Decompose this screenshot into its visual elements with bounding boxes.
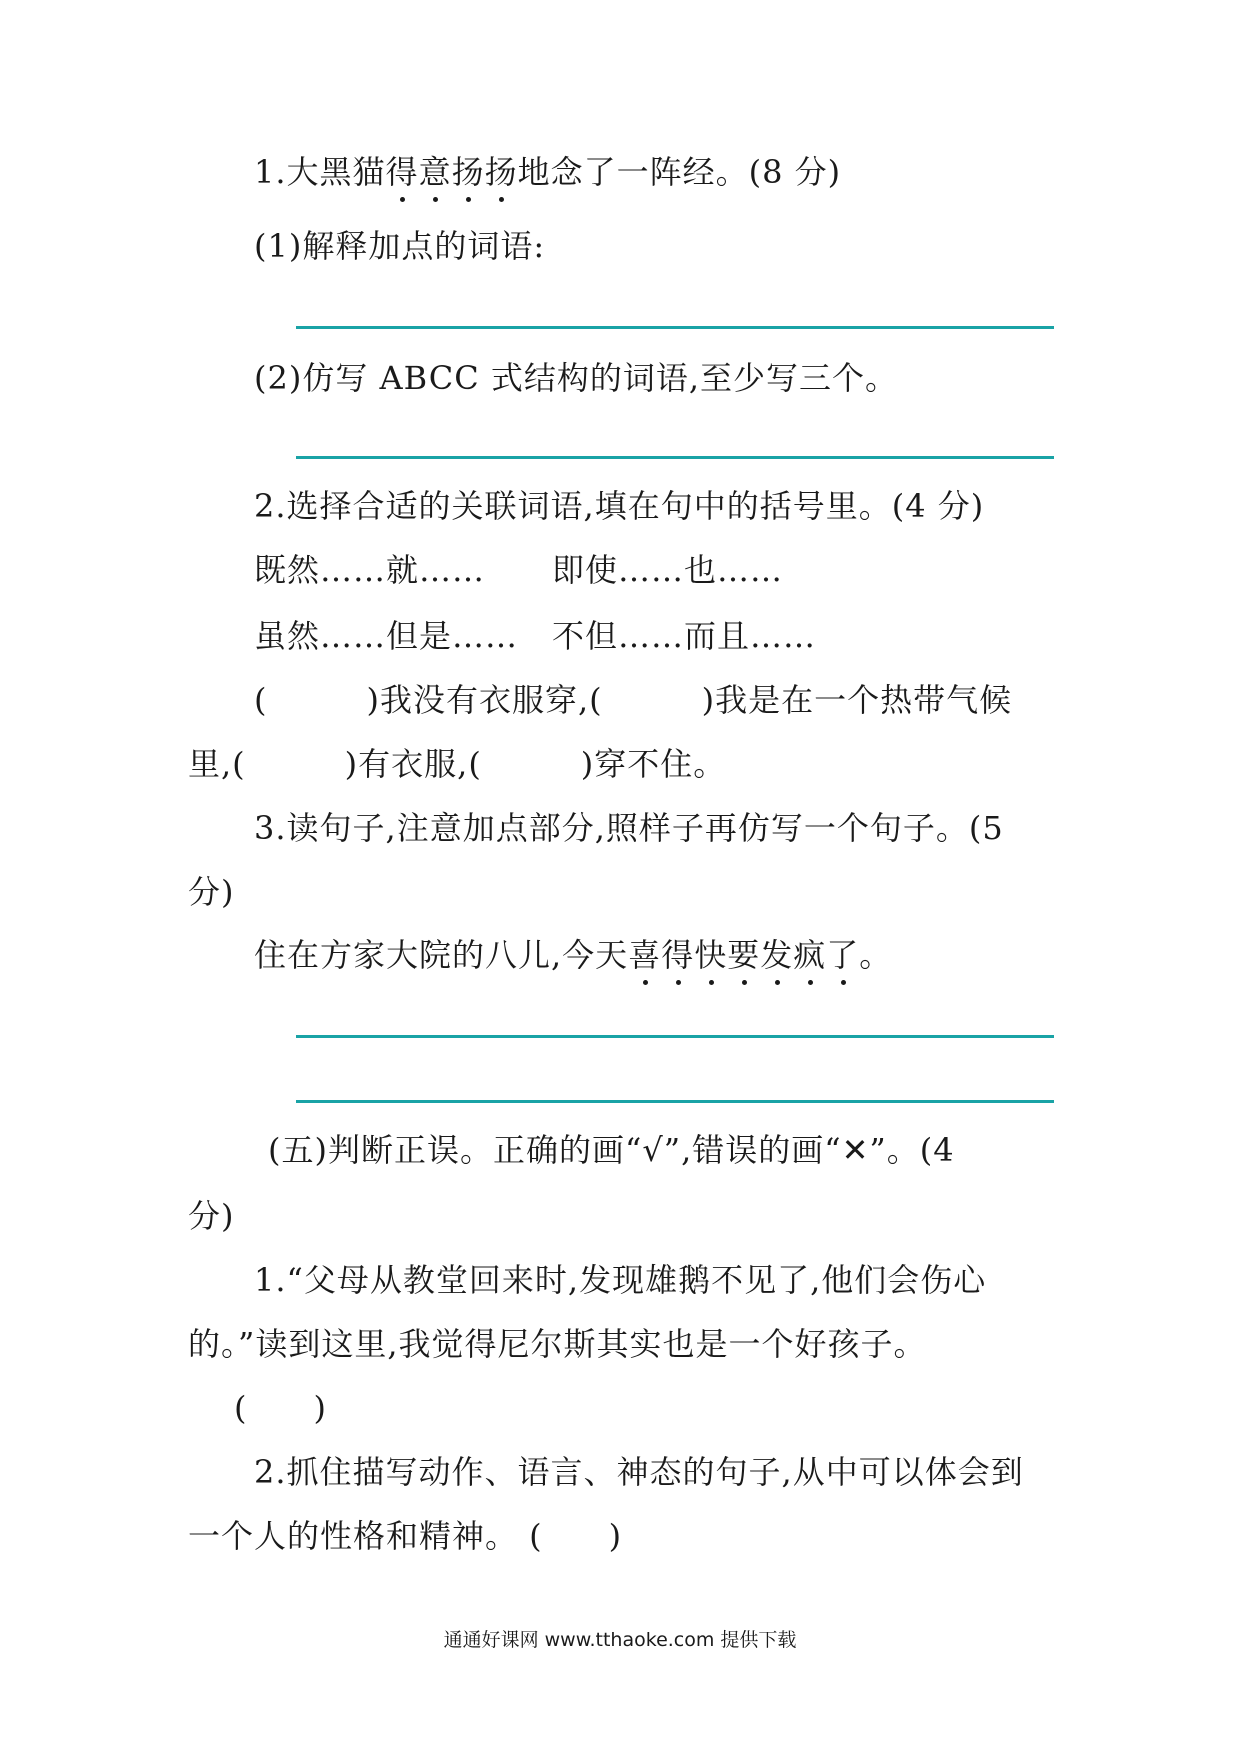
- dotted-char: 了: [826, 936, 860, 974]
- conjunction-option: 既然……就……: [254, 551, 486, 589]
- answer-line[interactable]: [296, 456, 1054, 459]
- q2-sentence-line1: ( )我没有衣服穿,( )我是在一个热带气候: [254, 681, 1013, 719]
- conjunction-option: 不但……而且……: [552, 617, 817, 655]
- q2-sentence-line2: 里,( )有衣服,( )穿不住。: [188, 745, 727, 783]
- s5-item2-line2: 一个人的性格和精神。 ( ): [188, 1517, 623, 1555]
- s5-item1-line2: 的。”读到这里,我觉得尼尔斯其实也是一个好孩子。: [188, 1325, 927, 1363]
- q3-title-line2: 分): [188, 873, 235, 911]
- q2-title: 2.选择合适的关联词语,填在句中的括号里。(4 分): [254, 487, 985, 525]
- dotted-char: 要: [727, 936, 761, 974]
- answer-line[interactable]: [296, 326, 1054, 329]
- s5-item1-line1: 1.“父母从教堂回来时,发现雄鹅不见了,他们会伤心: [254, 1261, 987, 1299]
- footer-text: 通通好课网 www.tthaoke.com 提供下载: [443, 1629, 797, 1651]
- section5-title-line2: 分): [188, 1197, 235, 1235]
- q1-sub2: (2)仿写 ABCC 式结构的词语,至少写三个。: [254, 359, 899, 397]
- dotted-char: 疯: [793, 936, 827, 974]
- answer-line[interactable]: [296, 1100, 1054, 1103]
- dotted-char: 发: [760, 936, 794, 974]
- q3-title-line1: 3.读句子,注意加点部分,照样子再仿写一个句子。(5: [254, 809, 1004, 847]
- dotted-char: 喜: [628, 936, 662, 974]
- dotted-char: 扬: [484, 153, 518, 191]
- answer-line[interactable]: [296, 1035, 1054, 1038]
- q1-stem: 1.大黑猫得意扬扬地念了一阵经。(8 分): [254, 153, 842, 191]
- dotted-char: 扬: [451, 153, 485, 191]
- q3-example-sentence: 住在方家大院的八儿,今天喜得快要发疯了。: [254, 936, 893, 974]
- conjunction-option: 虽然……但是……: [254, 617, 519, 655]
- q1-sub1: (1)解释加点的词语:: [254, 227, 546, 265]
- dotted-char: 快: [694, 936, 728, 974]
- answer-paren[interactable]: ( ): [234, 1389, 327, 1427]
- section5-title-line1: (五)判断正误。正确的画“√”,错误的画“✕”。(4: [268, 1131, 955, 1169]
- dotted-char: 得: [661, 936, 695, 974]
- dotted-char: 意: [418, 153, 452, 191]
- dotted-char: 得: [385, 153, 419, 191]
- s5-item2-line1: 2.抓住描写动作、语言、神态的句子,从中可以体会到: [254, 1453, 1024, 1491]
- conjunction-option: 即使……也……: [552, 551, 784, 589]
